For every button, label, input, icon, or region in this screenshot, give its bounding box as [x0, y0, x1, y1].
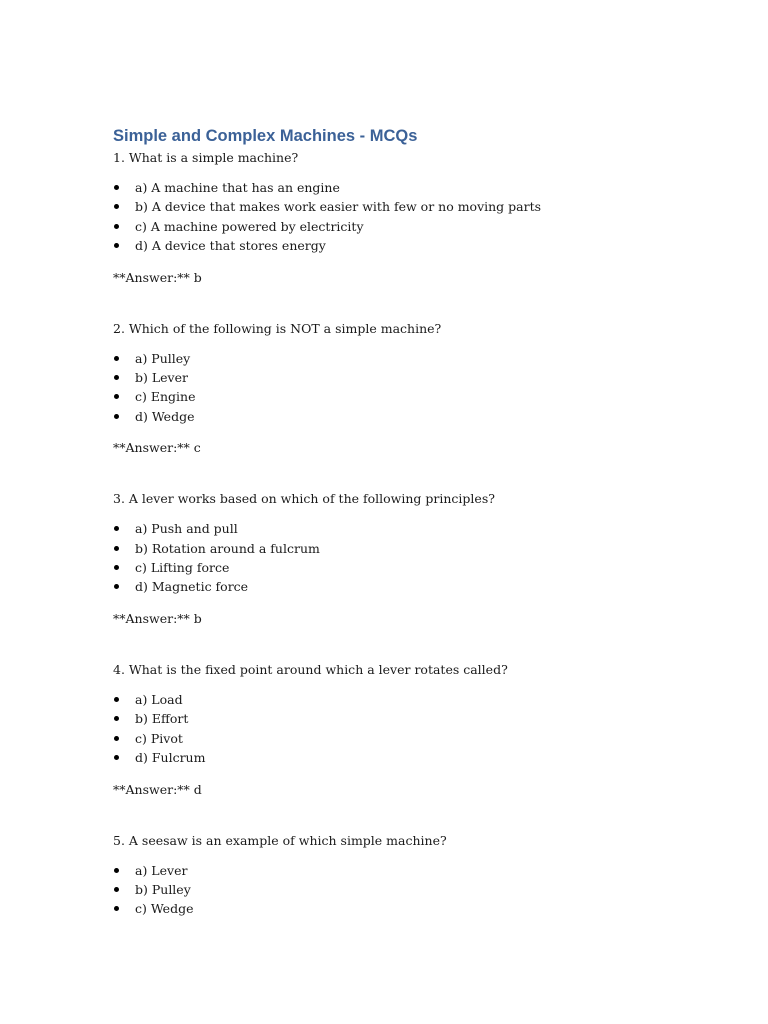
option-item [113, 577, 713, 596]
bullet-icon [114, 716, 119, 721]
option-item [113, 197, 713, 216]
option-text: a) A machine that has an engine [135, 180, 340, 195]
bullet-icon [114, 697, 119, 702]
option-item [113, 368, 713, 387]
option-text: c) Lifting force [135, 560, 230, 576]
document-title: Simple and Complex Machines - MCQs [113, 127, 418, 145]
bullet-icon [114, 224, 119, 229]
option-text: b) Pulley [135, 881, 191, 897]
bullet-icon [114, 356, 119, 361]
option-text: b) Effort [135, 711, 189, 727]
answer-text: **Answer:** b [113, 269, 202, 285]
option-text: c) A machine powered by electricity [135, 218, 364, 234]
option-item [113, 861, 713, 880]
block-spacer [113, 286, 713, 320]
answer-text: **Answer:** d [113, 781, 202, 797]
option-text: d) Magnetic force [135, 579, 249, 595]
bullet-icon [114, 584, 119, 589]
option-item [113, 709, 713, 728]
option-list [113, 178, 713, 256]
option-item [113, 690, 713, 709]
bullet-icon [114, 394, 119, 399]
bullet-icon [114, 736, 119, 741]
option-item [113, 178, 713, 197]
option-item [113, 349, 713, 368]
option-item [113, 899, 713, 918]
option-text: d) Wedge [135, 408, 195, 424]
option-list [113, 690, 713, 768]
document-body [113, 125, 713, 919]
option-item [113, 217, 713, 236]
bullet-icon [114, 565, 119, 570]
option-item [113, 748, 713, 767]
option-item [113, 880, 713, 899]
bullet-icon [114, 185, 119, 190]
option-item [113, 236, 713, 255]
option-text: a) Lever [135, 862, 188, 878]
question-block [113, 490, 713, 627]
option-item [113, 407, 713, 426]
question-block [113, 832, 713, 919]
option-text: b) Lever [135, 370, 188, 386]
bullet-icon [114, 204, 119, 209]
option-text: d) A device that stores energy [135, 238, 326, 254]
option-item [113, 539, 713, 558]
bullet-icon [114, 546, 119, 551]
question-text: 3. A lever works based on which of the following principles? [113, 491, 495, 507]
bullet-icon [114, 887, 119, 892]
option-text: b) Rotation around a fulcrum [135, 540, 320, 556]
bullet-icon [114, 868, 119, 873]
bullet-icon [114, 755, 119, 760]
question-text: 4. What is the fixed point around which a lever rotates called? [113, 661, 508, 677]
question-text: 1. What is a simple machine? [113, 150, 299, 165]
bullet-icon [114, 375, 119, 380]
option-item [113, 558, 713, 577]
option-text: c) Pivot [135, 730, 183, 746]
option-item [113, 729, 713, 748]
option-text: d) Fulcrum [135, 750, 206, 766]
question-block [113, 320, 713, 457]
option-text: a) Load [135, 691, 183, 707]
option-text: c) Wedge [135, 901, 194, 917]
block-spacer [113, 456, 713, 490]
bullet-icon [114, 243, 119, 248]
option-item [113, 519, 713, 538]
option-text: a) Push and pull [135, 521, 238, 537]
option-text: c) Engine [135, 389, 196, 405]
question-text: 2. Which of the following is NOT a simple machine? [113, 320, 442, 336]
question-text: 5. A seesaw is an example of which simple machine? [113, 832, 447, 848]
question-block [113, 661, 713, 798]
option-text: b) A device that makes work easier with few or no moving parts [135, 199, 542, 215]
option-list [113, 519, 713, 597]
block-spacer [113, 798, 713, 832]
question-block [113, 149, 713, 286]
option-text: a) Pulley [135, 350, 191, 366]
bullet-icon [114, 526, 119, 531]
bullet-icon [114, 906, 119, 911]
answer-text: **Answer:** c [113, 440, 201, 456]
bullet-icon [114, 414, 119, 419]
block-spacer [113, 627, 713, 661]
option-list [113, 861, 713, 919]
answer-text: **Answer:** b [113, 610, 202, 626]
option-list [113, 349, 713, 427]
option-item [113, 387, 713, 406]
